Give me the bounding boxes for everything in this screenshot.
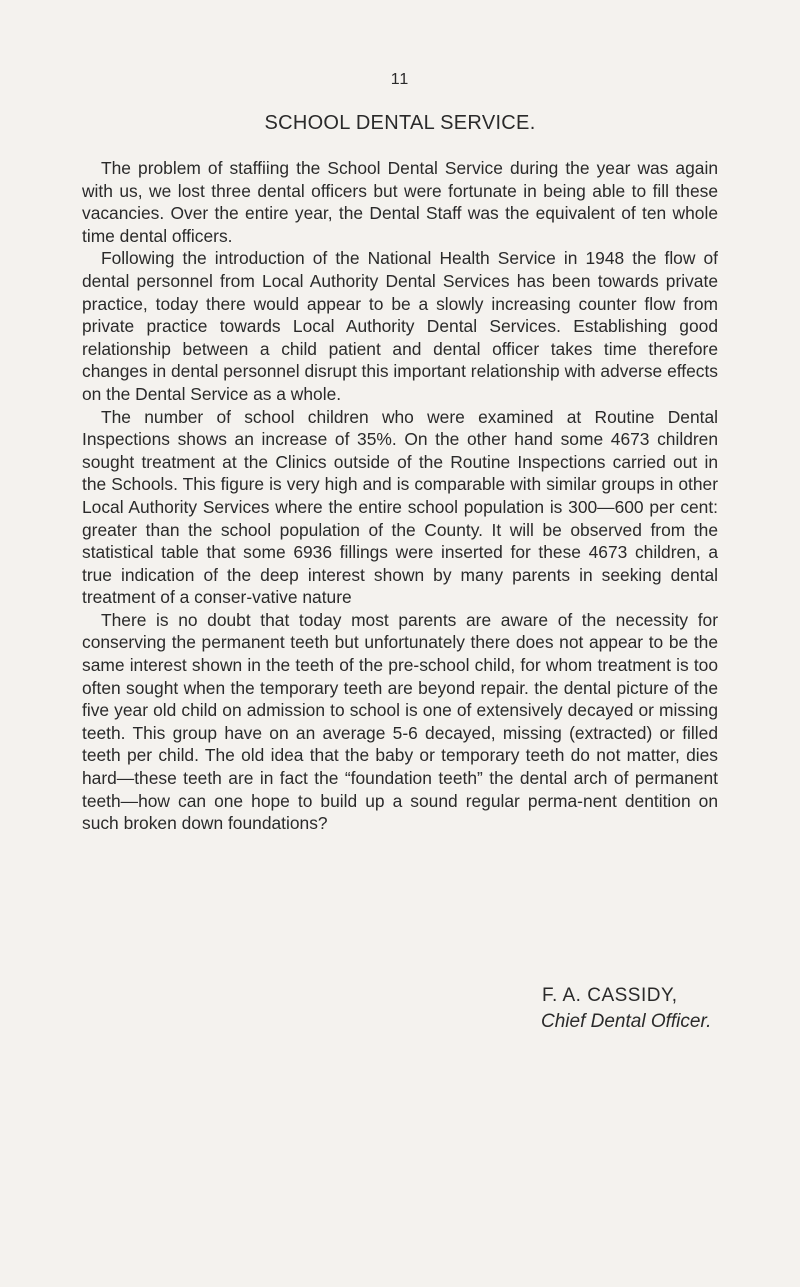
signature-block — [542, 983, 782, 1035]
paragraph-personnel-flow: Following the introduction of the National Health Service in 1948 the flow of dental personnel from Local Authority Dental Services has been towards private practice, today there would appear to be a slowly increasing counter flow from private practice towards Local Authority Dental Services. Establishing good relationship between a child patient and dental officer takes time therefore changes in dental personnel disrupt this important relationship with adverse effects on the Dental Service as a whole. — [82, 248, 718, 404]
body-text — [82, 157, 718, 835]
page-title: SCHOOL DENTAL SERVICE. — [264, 112, 536, 134]
signatory-name: F. A. CASSIDY, — [542, 985, 678, 1006]
paragraph-inspections: The number of school children who were examined at Routine Dental Inspections shows an increase of 35%. On the other hand some 4673 children sought treatment at the Clinics outside of the Routine Inspections carried out in the Schools. This figure is very high and is comparable with similar groups in other Local Authority Services where the entire school population is 300—600 per cent: greater than the school population of the County. It will be observed from the statistical table that some 6936 fillings were inserted for these 4673 children, a true indication of the deep interest shown by many parents in seeking dental treatment of a conser-vative nature — [82, 406, 718, 608]
paragraph-pre-school: There is no doubt that today most parents are aware of the necessity for conserving the permanent teeth but unfortunately there does not appear to be the same interest shown in the teeth of the pre-school child, for whom treatment is too often sought when the temporary teeth are beyond repair. the dental picture of the five year old child on admission to school is one of extensively decayed or missing teeth. This group have on an average 5-6 decayed, missing (extracted) or filled teeth per child. The old idea that the baby or temporary teeth do not matter, dies hard—these teeth are in fact the “foundation teeth” the dental arch of permanent teeth—how can one hope to build up a sound regular perma-nent dentition on such broken down foundations? — [82, 609, 718, 834]
signatory-title: Chief Dental Officer. — [541, 1011, 712, 1032]
paragraph-staffing: The problem of staffiing the School Dental Service during the year was again with us, we lost three dental officers but were fortunate in being able to fill these vacancies. Over the entire year, the Dental Staff was the equivalent of ten whole time dental officers. — [82, 158, 718, 246]
page-number: 11 — [390, 71, 410, 88]
